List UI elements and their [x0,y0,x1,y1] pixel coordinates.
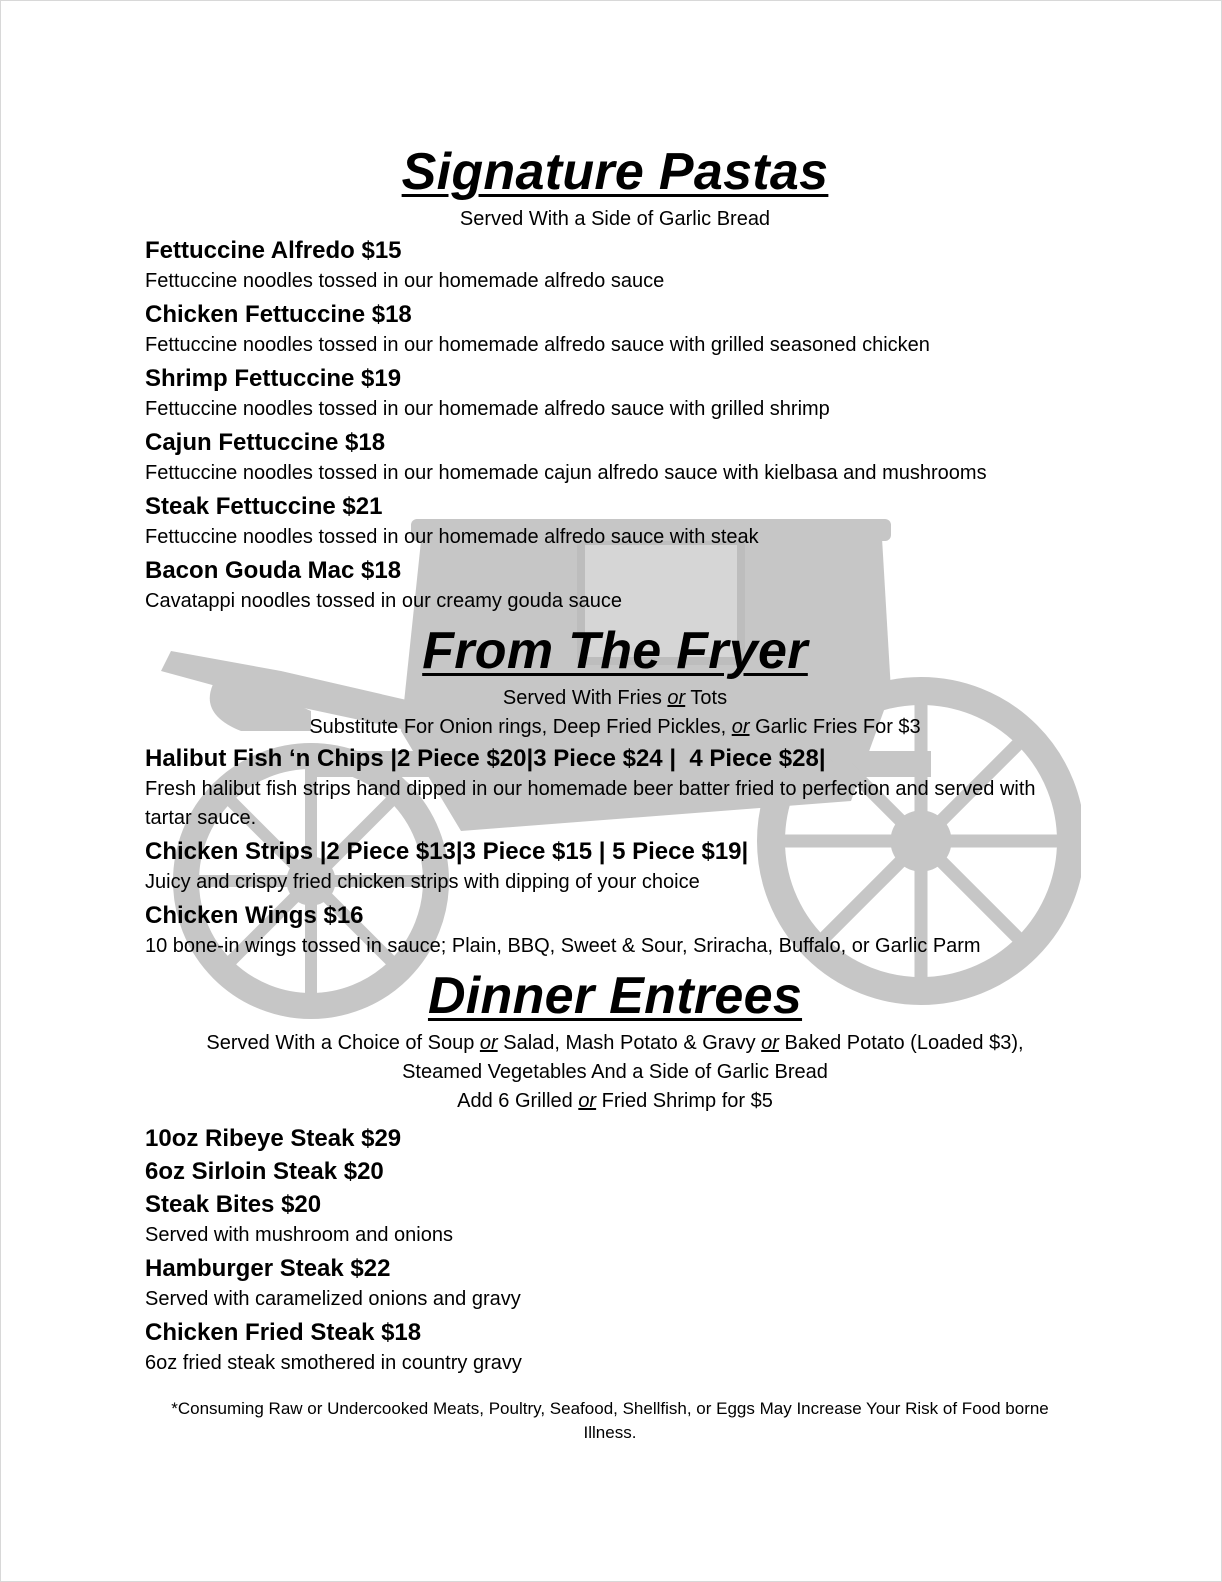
menu-item-desc: Fettuccine noodles tossed in our homemade alfredo sauce [145,270,665,292]
menu-item-name: Fettuccine Alfredo $15 [145,237,402,264]
section-title-dinner-entrees: Dinner Entrees [427,967,803,1025]
menu-item-desc: Fettuccine noodles tossed in our homemade alfredo sauce with grilled seasoned chicken [145,334,930,356]
menu-item-desc: Fettuccine noodles tossed in our homemade alfredo sauce with steak [145,526,759,548]
note-text: Salad, Mash Potato & Gravy [497,1032,762,1054]
note-or: or [578,1090,597,1112]
menu-item-name: Shrimp Fettuccine $19 [145,365,402,392]
section-note [145,684,1085,713]
menu-item-name: Chicken Strips |2 Piece $13|3 Piece $15 | 5 Piece $19| [145,838,749,865]
menu-item-name: 6oz Sirloin Steak $20 [145,1158,384,1185]
note-text: Garlic Fries For $3 [749,716,921,738]
menu-item-desc: Juicy and crispy fried chicken strips with dipping of your choice [145,871,700,893]
section-note [145,713,1085,742]
menu-item-name: Cajun Fettuccine $18 [145,429,386,456]
section-note: Served With a Side of Garlic Bread [459,208,771,230]
menu-item-name: Steak Fettuccine $21 [145,493,383,520]
menu-item-desc: Served with mushroom and onions [145,1224,453,1246]
note-text: Add 6 Grilled [457,1090,579,1112]
food-safety-disclaimer: *Consuming Raw or Undercooked Meats, Poultry, Seafood, Shellfish, or Eggs May Increase Your Risk of Food borne Illness. [171,1399,1049,1442]
menu-item-desc: 6oz fried steak smothered in country gravy [145,1352,522,1374]
note-text: Baked Potato (Loaded $3), [778,1032,1024,1054]
menu-content [145,139,1085,1380]
menu-item-desc: 10 bone-in wings tossed in sauce; Plain, BBQ, Sweet & Sour, Sriracha, Buffalo, or Garlic Parm [145,935,981,957]
note-or: or [731,716,750,738]
note-text: Served With Fries [502,687,668,709]
menu-item-desc: Fettuccine noodles tossed in our homemade alfredo sauce with grilled shrimp [145,398,830,420]
menu-item-name: Chicken Fried Steak $18 [145,1319,422,1346]
menu-item-desc: Cavatappi noodles tossed in our creamy gouda sauce [145,590,622,612]
section-note [145,1029,1085,1058]
menu-item-name: Bacon Gouda Mac $18 [145,557,402,584]
section-title-signature-pastas: Signature Pastas [401,143,829,201]
section-note [145,1058,1085,1087]
note-text: Substitute For Onion rings, Deep Fried Pickles, [309,716,732,738]
note-text: Served With a Choice of Soup [206,1032,480,1054]
note-or: or [667,687,686,709]
note-text: Tots [685,687,728,709]
note-text: Fried Shrimp for $5 [596,1090,773,1112]
section-note [145,1087,1085,1116]
menu-item-name: 10oz Ribeye Steak $29 [145,1125,402,1152]
menu-item-name: Hamburger Steak $22 [145,1255,391,1282]
menu-item-name: Chicken Fettuccine $18 [145,301,412,328]
menu-item-desc: Fettuccine noodles tossed in our homemade cajun alfredo sauce with kielbasa and mushrooms [145,462,987,484]
note-text: Steamed Vegetables And a Side of Garlic Bread [402,1061,828,1083]
menu-item-name: Chicken Wings $16 [145,902,364,929]
note-or: or [761,1032,779,1054]
note-or: or [479,1032,498,1054]
menu-item-desc: Served with caramelized onions and gravy [145,1288,521,1310]
menu-item-name: Steak Bites $20 [145,1191,322,1218]
section-title-from-the-fryer: From The Fryer [422,622,808,680]
menu-item-name: Halibut Fish ‘n Chips |2 Piece $20|3 Piece $24 | 4 Piece $28| [145,745,826,772]
menu-item-desc: Fresh halibut fish strips hand dipped in our homemade beer batter fried to perfection and served with tartar sauce. [145,778,1036,829]
